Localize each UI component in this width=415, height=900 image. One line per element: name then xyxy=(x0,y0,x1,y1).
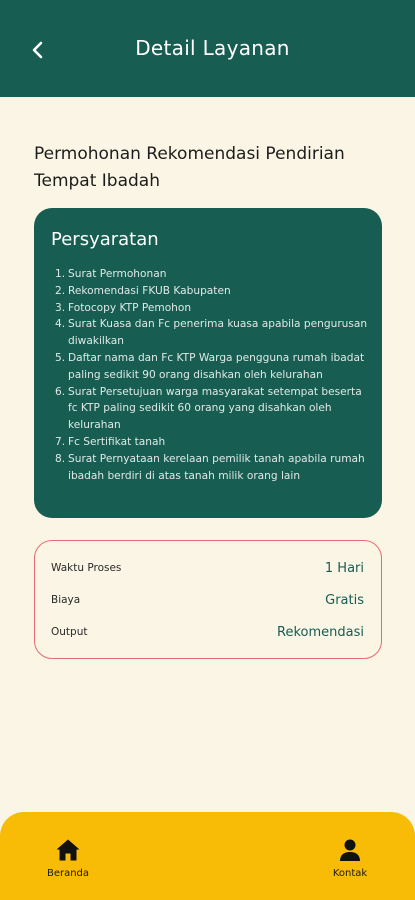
output-label: Output xyxy=(51,626,88,638)
process-time-label: Waktu Proses xyxy=(51,562,122,574)
nav-contact[interactable] xyxy=(315,838,385,879)
cost-value: Gratis xyxy=(325,592,364,608)
requirement-item xyxy=(55,384,371,434)
requirement-number: 8. xyxy=(55,452,66,465)
requirement-number: 7. xyxy=(55,435,66,448)
requirement-item xyxy=(55,283,371,300)
requirements-list xyxy=(55,266,371,484)
requirement-number: 6. xyxy=(55,385,66,398)
requirement-text: Rekomendasi FKUB Kabupaten xyxy=(68,284,231,297)
requirement-text: Surat Pernyataan kerelaan pemilik tanah apabila rumah ibadah berdiri di atas tanah milik orang lain xyxy=(68,452,365,482)
requirement-text: Surat Persetujuan warga masyarakat setempat beserta fc KTP paling sedikit 60 orang yang disahkan oleh kelurahan xyxy=(68,385,362,432)
output-row xyxy=(51,622,364,642)
page-title: Detail Layanan xyxy=(135,36,290,60)
requirement-number: 1. xyxy=(55,268,66,280)
requirement-number: 5. xyxy=(55,351,66,364)
requirement-text: Surat Permohonan xyxy=(68,268,167,280)
nav-home-label: Beranda xyxy=(46,868,90,879)
bottom-navigation xyxy=(0,812,415,900)
cost-label: Biaya xyxy=(51,594,81,606)
requirement-number: 4. xyxy=(55,318,66,331)
service-title: Permohonan Rekomendasi Pendirian Tempat Ibadah xyxy=(34,144,345,191)
process-time-value: 1 Hari xyxy=(324,560,364,576)
service-info-card xyxy=(34,540,382,659)
home-icon xyxy=(55,838,81,862)
requirement-item xyxy=(55,350,371,384)
requirement-text: Surat Kuasa dan Fc penerima kuasa apabila pengurusan diwakilkan xyxy=(68,318,368,348)
person-icon xyxy=(338,838,362,862)
requirement-text: Fc Sertifikat tanah xyxy=(68,435,166,448)
requirement-item xyxy=(55,434,371,451)
output-value: Rekomendasi xyxy=(277,624,364,640)
requirements-card xyxy=(34,208,382,518)
requirement-item xyxy=(55,316,371,350)
requirement-text: Fotocopy KTP Pemohon xyxy=(68,301,192,314)
requirements-title: Persyaratan xyxy=(51,229,159,250)
nav-home[interactable] xyxy=(33,838,103,879)
requirement-text: Daftar nama dan Fc KTP Warga pengguna rumah ibadat paling sedikit 90 orang disahkan oleh kelurahan xyxy=(68,351,365,381)
nav-contact-label: Kontak xyxy=(332,868,368,879)
requirement-number: 3. xyxy=(55,301,66,314)
requirement-item xyxy=(55,451,371,485)
process-time-row xyxy=(51,558,364,578)
app-header xyxy=(0,0,415,97)
requirement-item xyxy=(55,300,371,317)
cost-row xyxy=(51,590,364,610)
requirement-number: 2. xyxy=(55,284,66,297)
requirement-item xyxy=(55,266,371,283)
